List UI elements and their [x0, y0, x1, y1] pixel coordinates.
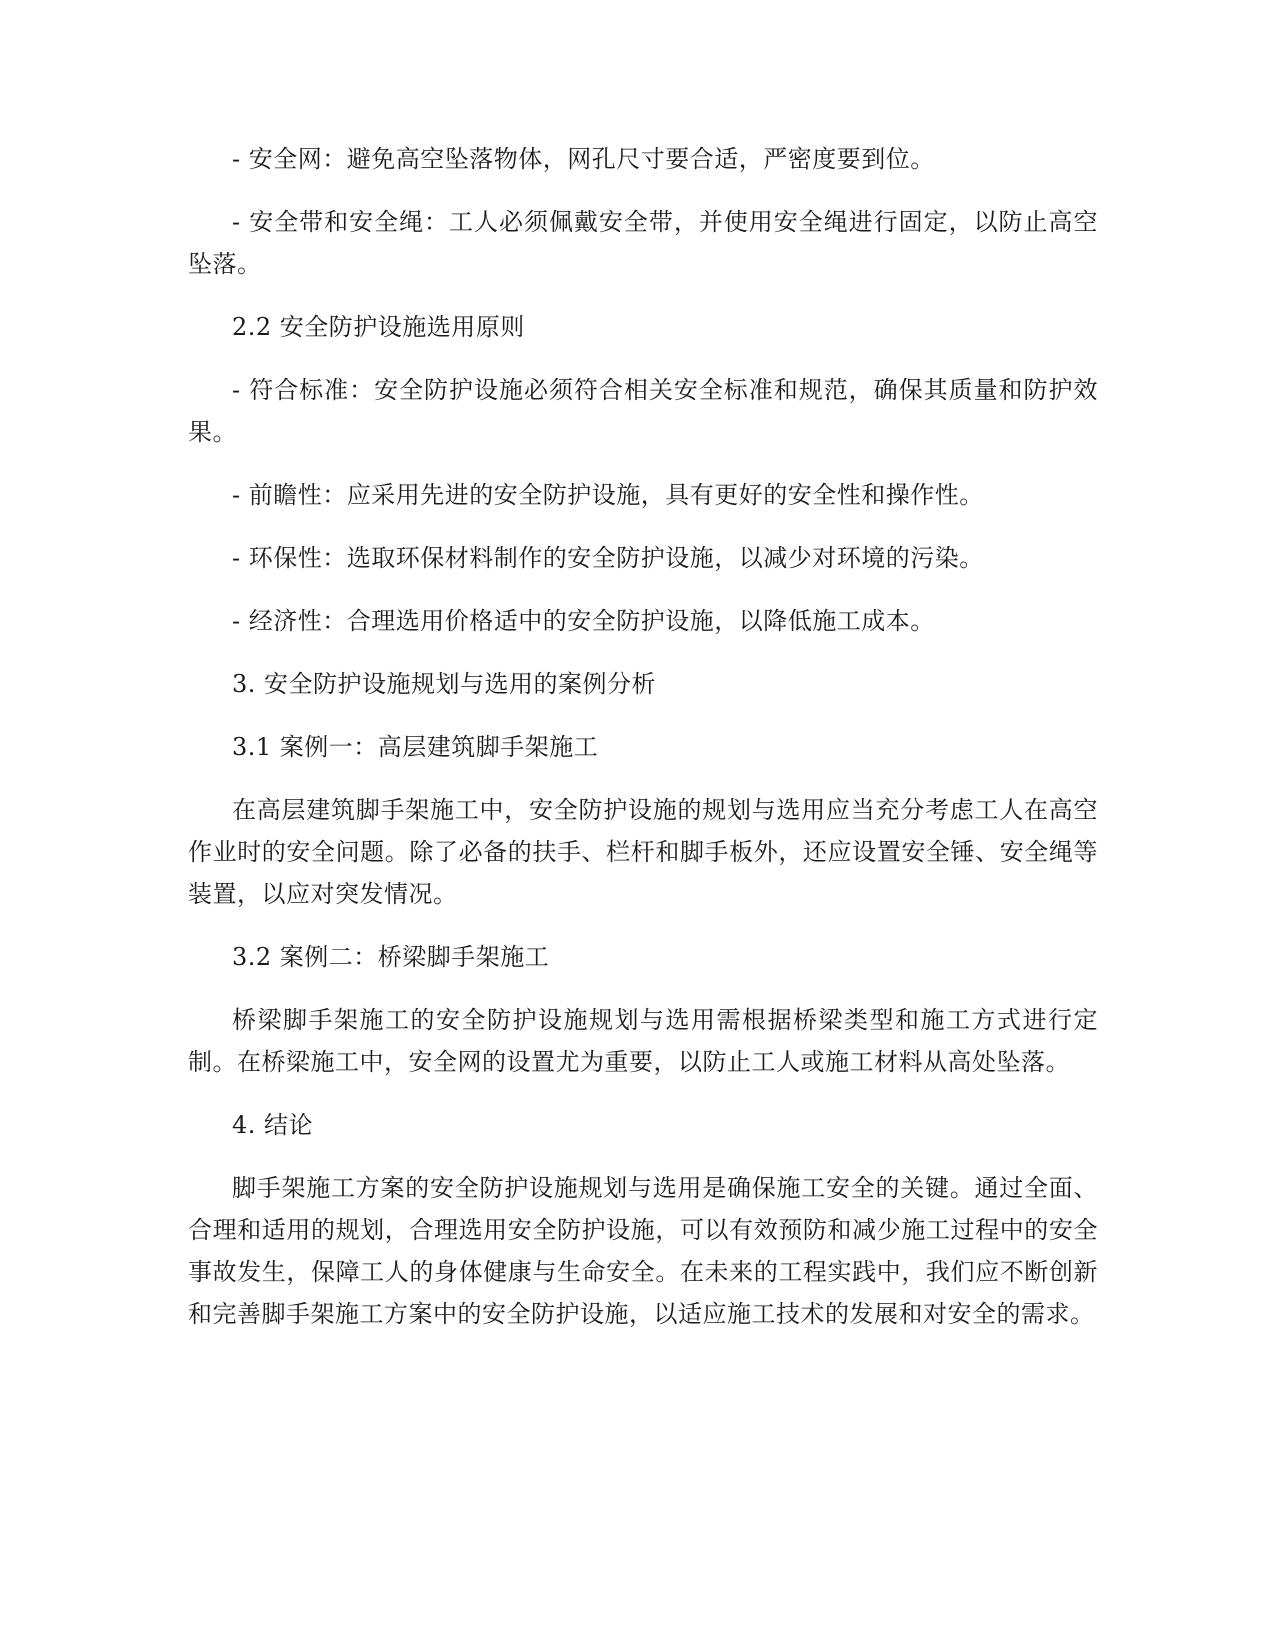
- section-heading-2-2: 2.2 安全防护设施选用原则: [232, 313, 525, 341]
- document-body: [188, 138, 1098, 1356]
- bullet-eco-friendly: - 环保性：选取环保材料制作的安全防护设施，以减少对环境的污染。: [232, 544, 984, 572]
- section-heading-3-1: 3.1 案例一：高层建筑脚手架施工: [232, 733, 599, 761]
- bullet-economy: - 经济性：合理选用价格适中的安全防护设施，以降低施工成本。: [232, 607, 935, 635]
- bullet-safety-belt: - 安全带和安全绳：工人必须佩戴安全带，并使用安全绳进行固定，以防止高空坠落。: [188, 208, 1098, 278]
- section-heading-4: 4. 结论: [232, 1111, 314, 1139]
- bullet-forward-looking: - 前瞻性：应采用先进的安全防护设施，具有更好的安全性和操作性。: [232, 481, 984, 509]
- bullet-standards: - 符合标准：安全防护设施必须符合相关安全标准和规范，确保其质量和防护效果。: [188, 376, 1098, 446]
- case-two-paragraph: 桥梁脚手架施工的安全防护设施规划与选用需根据桥梁类型和施工方式进行定制。在桥梁施工中，安全网的设置尤为重要，以防止工人或施工材料从高处坠落。: [188, 1006, 1098, 1076]
- conclusion-paragraph: 脚手架施工方案的安全防护设施规划与选用是确保施工安全的关键。通过全面、合理和适用的规划，合理选用安全防护设施，可以有效预防和减少施工过程中的安全事故发生，保障工人的身体健康与生命安全。在未来的工程实践中，我们应不断创新和完善脚手架施工方案中的安全防护设施，以适应施工技术的发展和对安全的需求。: [188, 1174, 1098, 1328]
- bullet-safety-net: - 安全网：避免高空坠落物体，网孔尺寸要合适，严密度要到位。: [232, 145, 935, 173]
- section-heading-3: 3. 安全防护设施规划与选用的案例分析: [232, 670, 657, 698]
- section-heading-3-2: 3.2 案例二：桥梁脚手架施工: [232, 943, 550, 971]
- case-one-paragraph: 在高层建筑脚手架施工中，安全防护设施的规划与选用应当充分考虑工人在高空作业时的安全问题。除了必备的扶手、栏杆和脚手板外，还应设置安全锤、安全绳等装置，以应对突发情况。: [188, 796, 1098, 908]
